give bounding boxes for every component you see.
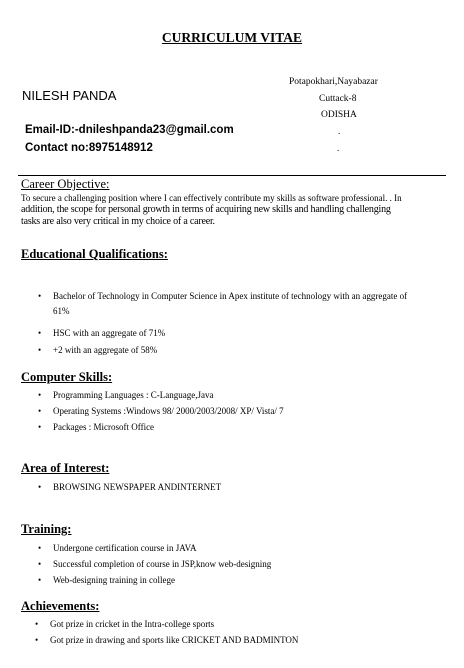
training-item: • Undergone certification course in JAVA [53, 542, 196, 555]
skills-item: • Operating Systems :Windows 98/ 2000/2003/2008/ XP/ Vista/ 7 [53, 405, 284, 418]
training-item: • Successful completion of course in JSP,know web-designing [53, 558, 271, 571]
education-item: • Bachelor of Technology in Computer Science in Apex institute of technology with an aggregate of [53, 290, 407, 303]
phone-text: Contact no:8975148912 [25, 142, 153, 154]
career-objective-line-3: tasks are also very critical in my choice of a career. [21, 216, 215, 227]
interest-item: • BROWSING NEWSPAPER ANDINTERNET [53, 481, 221, 494]
applicant-name: NILESH PANDA [22, 88, 117, 103]
education-heading: Educational Qualifications: [21, 247, 168, 261]
training-heading: Training: [21, 522, 72, 536]
skills-item: • Programming Languages : C-Language,Java [53, 389, 213, 402]
address-dot-1: . [338, 126, 341, 136]
address-dot-2: . [337, 143, 340, 153]
address-line-3: ODISHA [321, 110, 357, 120]
career-objective-heading: Career Objective: [21, 177, 110, 191]
education-item-continuation: 61% [53, 306, 70, 316]
career-objective-line-1: To secure a challenging position where I can effectively contribute my skills as software professional. . In [21, 193, 402, 203]
achievements-heading: Achievements: [21, 599, 100, 613]
career-objective-line-2: addition, the scope for personal growth in terms of acquiring new skills and handling challenging [21, 204, 391, 215]
address-line-1: Potapokhari,Nayabazar [289, 77, 378, 87]
education-item: • +2 with an aggregate of 58% [53, 344, 157, 357]
skills-item: • Packages : Microsoft Office [53, 421, 154, 434]
email-text: Email-ID:-dnileshpanda23@gmail.com [25, 124, 234, 136]
education-item: • HSC with an aggregate of 71% [53, 327, 165, 340]
achievements-item: • Got prize in drawing and sports like CRICKET AND BADMINTON [50, 634, 298, 647]
header-divider [18, 175, 446, 176]
address-line-2: Cuttack-8 [319, 94, 357, 104]
achievements-item: • Got prize in cricket in the Intra-college sports [50, 618, 214, 631]
skills-heading: Computer Skills: [21, 370, 113, 384]
document-title: CURRICULUM VITAE [161, 30, 303, 45]
training-item: • Web-designing training in college [53, 574, 175, 587]
interest-heading: Area of Interest: [21, 461, 110, 475]
